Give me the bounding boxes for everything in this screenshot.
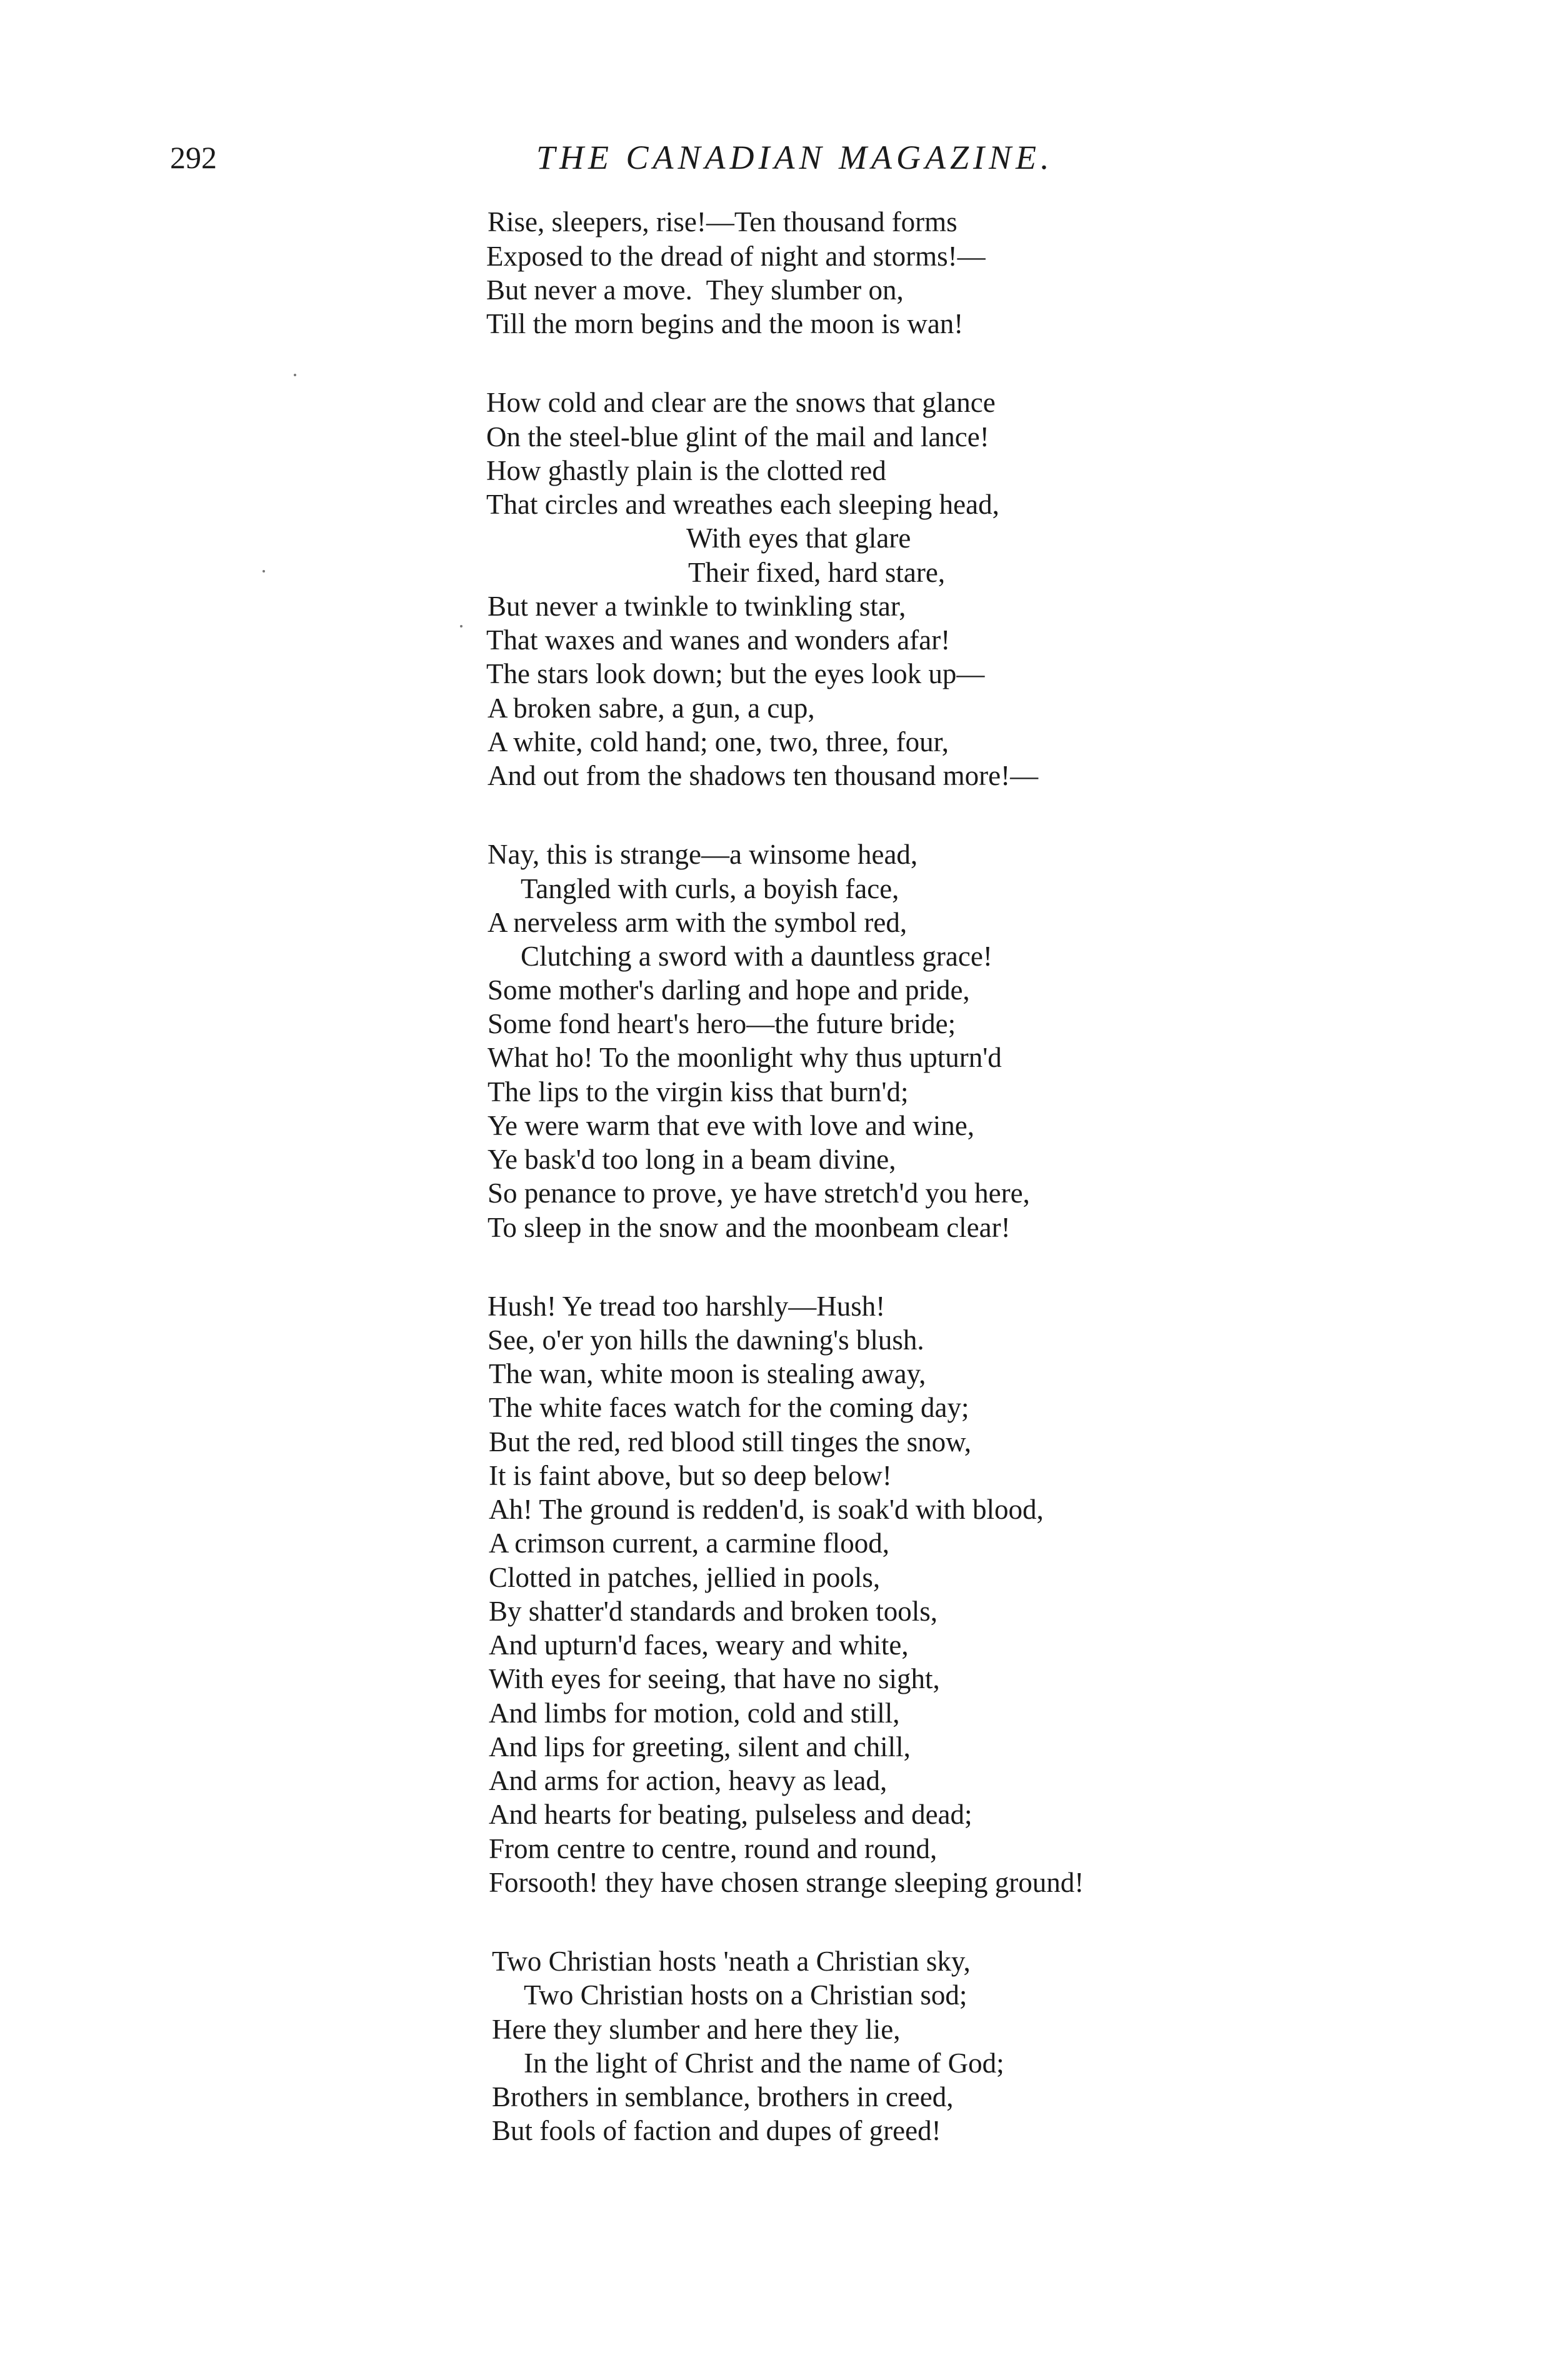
poem-line: Some fond heart's hero—the future bride; [488,1008,956,1039]
poem-line: With eyes that glare [686,522,911,554]
poem-line: But fools of faction and dupes of greed! [492,2115,941,2146]
poem-line: That circles and wreathes each sleeping head, [486,489,999,520]
paper-speck [460,625,462,628]
poem-line: And out from the shadows ten thousand more!— [488,760,1039,791]
poem-line: Till the morn begins and the moon is wan! [486,308,964,339]
poem-line: Ye bask'd too long in a beam divine, [488,1144,896,1175]
poem-line: And hearts for beating, pulseless and dead; [489,1799,972,1830]
poem-line: How ghastly plain is the clotted red [486,455,886,486]
poem-line: And limbs for motion, cold and still, [489,1698,900,1729]
poem-line: Some mother's darling and hope and pride, [488,974,970,1006]
poem-line: But never a move. They slumber on, [486,274,904,306]
poem-line: Their fixed, hard stare, [688,557,946,588]
poem-line: In the light of Christ and the name of God; [524,2048,1004,2079]
poem-line: Clotted in patches, jellied in pools, [489,1562,881,1593]
poem-line: A white, cold hand; one, two, three, four, [488,726,949,758]
poem-line: Rise, sleepers, rise!—Ten thousand forms [488,206,958,238]
poem-line: Here they slumber and here they lie, [492,2014,901,2045]
poem-line: And arms for action, heavy as lead, [489,1765,888,1796]
poem-line: Ah! The ground is redden'd, is soak'd with blood, [489,1494,1044,1525]
poem-line: Nay, this is strange—a winsome head, [488,839,918,870]
poem-line: Hush! Ye tread too harshly—Hush! [488,1291,886,1322]
poem-line: With eyes for seeing, that have no sight, [489,1663,940,1694]
poem-line: The wan, white moon is stealing away, [489,1358,926,1389]
poem-line: But never a twinkle to twinkling star, [488,591,906,622]
paper-speck [262,570,265,572]
poem-line: The stars look down; but the eyes look up— [486,658,985,689]
page-number: 292 [170,140,217,175]
poem-line: A nerveless arm with the symbol red, [488,907,908,938]
poem-line: Ye were warm that eve with love and wine, [488,1110,974,1141]
poem-line: Exposed to the dread of night and storms!— [486,241,986,272]
running-title: THE CANADIAN MAGAZINE. [536,139,1054,176]
poem-line: The white faces watch for the coming day; [489,1392,969,1423]
poem-line: On the steel-blue glint of the mail and lance! [486,421,989,452]
poem-line: The lips to the virgin kiss that burn'd; [488,1076,909,1108]
poem-line: See, o'er yon hills the dawning's blush. [488,1324,924,1356]
poem-line: How cold and clear are the snows that glance [486,387,996,418]
poem-line: To sleep in the snow and the moonbeam clear! [488,1212,1011,1243]
poem-line: So penance to prove, ye have stretch'd you here, [488,1178,1030,1209]
poem-line: From centre to centre, round and round, [489,1833,938,1864]
poem-line: And lips for greeting, silent and chill, [489,1731,911,1762]
paper-speck [294,374,296,376]
poem-line: But the red, red blood still tinges the snow, [489,1426,971,1458]
poem-line: Forsooth! they have chosen strange sleeping ground! [489,1867,1084,1898]
poem-line: By shatter'd standards and broken tools, [489,1596,938,1627]
poem-line: Brothers in semblance, brothers in creed, [492,2081,954,2112]
poem-line: A broken sabre, a gun, a cup, [488,692,815,724]
poem-line: Tangled with curls, a boyish face, [521,873,899,904]
poem-line: Two Christian hosts 'neath a Christian sky, [492,1946,971,1977]
poem-line: What ho! To the moonlight why thus upturn'd [488,1042,1002,1073]
poem-line: And upturn'd faces, weary and white, [489,1629,909,1661]
poem-line: That waxes and wanes and wonders afar! [486,624,951,656]
poem-line: Two Christian hosts on a Christian sod; [524,1979,968,2011]
poem-line: It is faint above, but so deep below! [489,1460,892,1491]
poem-line: Clutching a sword with a dauntless grace! [521,941,992,972]
poem-line: A crimson current, a carmine flood, [489,1528,890,1559]
